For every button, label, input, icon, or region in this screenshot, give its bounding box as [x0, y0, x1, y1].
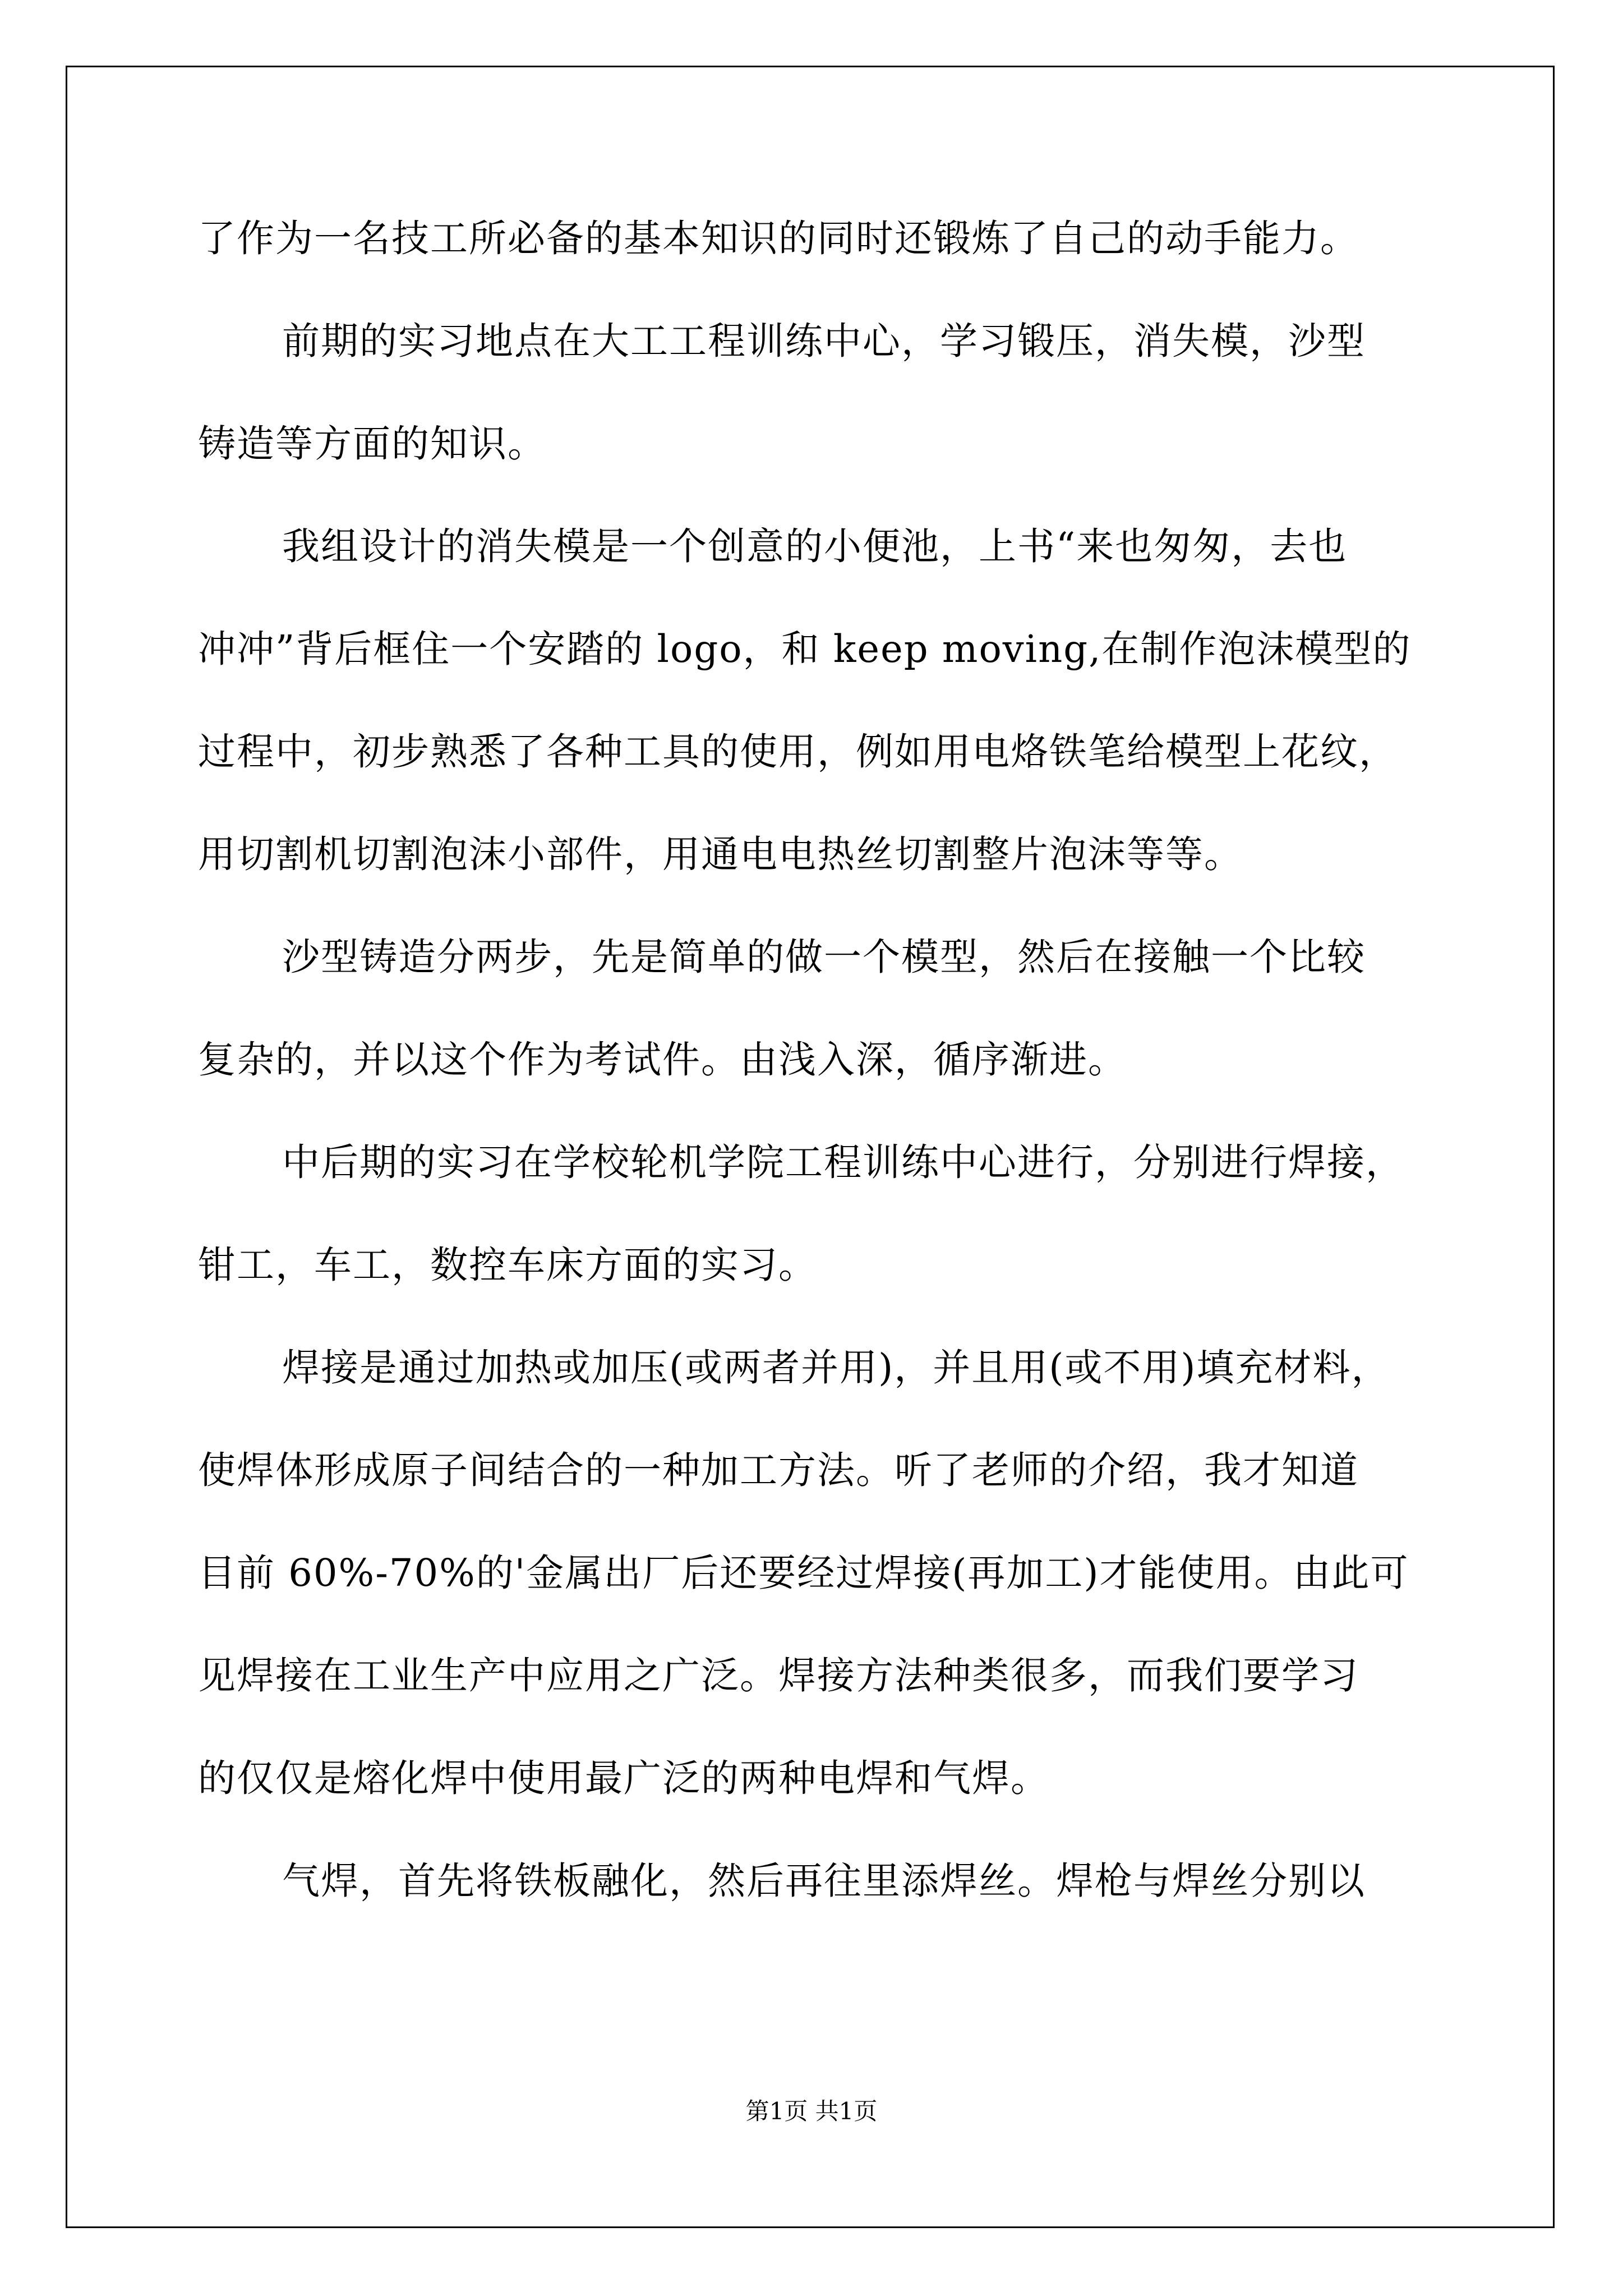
- text-line: 见焊接在工业生产中应用之广泛。焊接方法种类很多，而我们要学习: [198, 1654, 1359, 1697]
- text-line: 焊接是通过加热或加压(或两者并用)，并且用(或不用)填充材料，: [282, 1346, 1390, 1389]
- text-line: 使焊体形成原子间结合的一种加工方法。听了老师的介绍，我才知道: [198, 1448, 1359, 1492]
- text-line: 用切割机切割泡沫小部件，用通电电热丝切割整片泡沫等等。: [198, 832, 1243, 876]
- text-line: 过程中，初步熟悉了各种工具的使用，例如用电烙铁笔给模型上花纹，: [198, 730, 1398, 774]
- text-line: 目前 60%-70%的'金属出厂后还要经过焊接(再加工)才能使用。由此可: [198, 1551, 1409, 1595]
- text-line: 冲冲”背后框住一个安踏的 logo，和 keep moving,在制作泡沫模型的: [198, 627, 1412, 671]
- text-line: 铸造等方面的知识。: [198, 422, 546, 466]
- text-line: 沙型铸造分两步，先是简单的做一个模型，然后在接触一个比较: [282, 935, 1366, 979]
- text-line: 了作为一名技工所必备的基本知识的同时还锻炼了自己的动手能力。: [198, 217, 1359, 260]
- text-line: 钳工，车工，数控车床方面的实习。: [198, 1243, 817, 1287]
- page-number-footer: 第1页 共1页: [745, 2097, 878, 2125]
- text-line: 前期的实习地点在大工工程训练中心，学习锻压，消失模，沙型: [282, 319, 1366, 363]
- text-line: 的仅仅是熔化焊中使用最广泛的两种电焊和气焊。: [198, 1756, 1049, 1800]
- text-line: 复杂的，并以这个作为考试件。由浅入深，循序渐进。: [198, 1038, 1127, 1082]
- text-line: 我组设计的消失模是一个创意的小便池，上书“来也匆匆，去也: [282, 524, 1348, 568]
- text-line: 中后期的实习在学校轮机学院工程训练中心进行，分别进行焊接，: [282, 1140, 1404, 1184]
- text-line: 气焊，首先将铁板融化，然后再往里添焊丝。焊枪与焊丝分别以: [282, 1859, 1366, 1903]
